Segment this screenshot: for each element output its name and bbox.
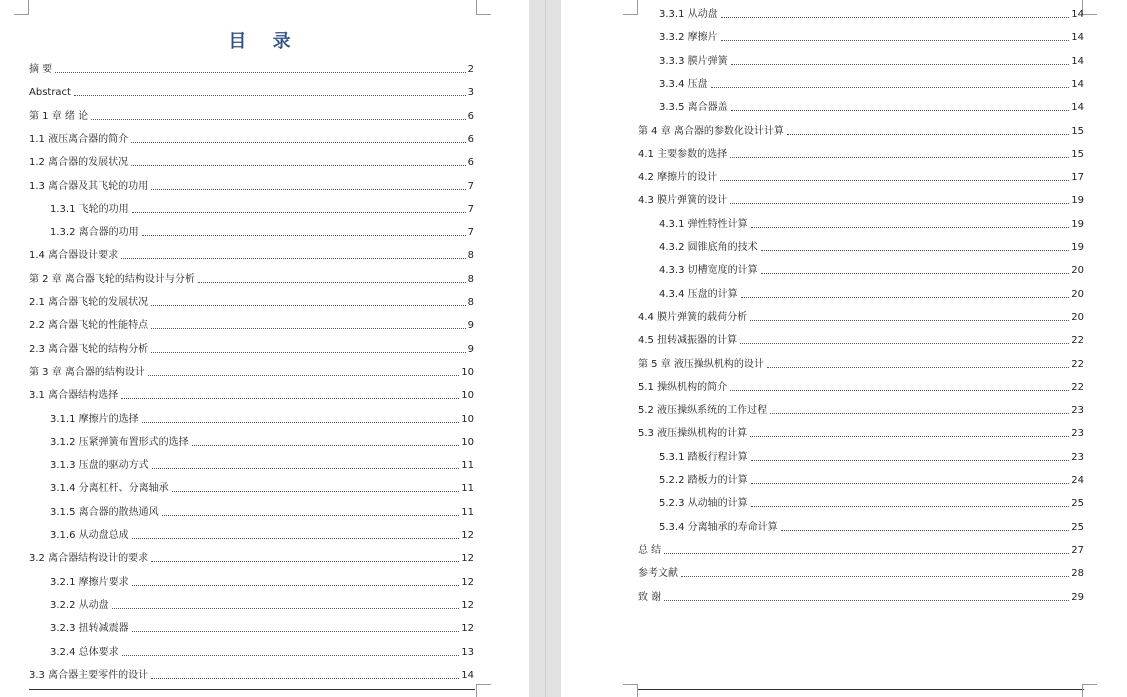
toc-entry[interactable] [638,122,1084,138]
toc-entry[interactable] [50,643,474,659]
toc-dot-leader [731,63,1070,65]
toc-dot-leader [750,435,1069,437]
toc-dot-leader [731,109,1070,111]
toc-dot-leader [767,366,1069,368]
document-page-left [0,0,529,697]
toc-entry-title: 4.3.3 切槽宽度的计算 [659,265,758,277]
toc-dot-leader [151,351,466,353]
toc-entry-page: 22 [1071,358,1084,370]
toc-dot-leader [751,482,1070,484]
toc-entry-title: 3.1.2 压紧弹簧布置形式的选择 [50,436,189,448]
toc-entry-page: 11 [461,483,474,495]
toc-entry-title: 4.4 膜片弹簧的载荷分析 [638,311,748,323]
toc-entry[interactable] [659,215,1084,231]
toc-entry-title: 致 谢 [638,591,662,603]
toc-entry[interactable] [29,549,474,565]
page-corner-mark [623,684,638,697]
toc-entry-page: 13 [461,646,474,658]
toc-entry-title: 3.1.3 压盘的驱动方式 [50,460,149,472]
toc-dot-leader [132,630,460,632]
toc-entry-title: 4.3.4 压盘的计算 [659,288,738,300]
document-page-right [561,0,1127,697]
toc-dot-leader [761,249,1070,251]
toc-entry-title: 3.3.3 膜片弹簧 [659,55,728,67]
toc-entry[interactable] [50,433,474,449]
toc-dot-leader [198,281,466,283]
toc-entry-title: 1.1 液压离合器的简介 [29,133,129,145]
toc-entry-page: 8 [467,297,474,308]
toc-dot-leader [721,39,1070,41]
toc-entry-title: 3.2.3 扭转减震器 [50,623,129,635]
toc-entry-page: 6 [467,133,474,145]
toc-dot-leader [750,319,1069,321]
toc-dot-leader [132,211,466,213]
toc-entry[interactable] [638,588,1084,604]
toc-entry[interactable] [29,153,474,169]
toc-entry-title: 4.5 扭转减振器的计算 [638,335,738,347]
toc-entry-page: 11 [461,506,474,518]
toc-entry-title: 第 1 章 绪 论 [29,110,89,122]
toc-dot-leader [730,389,1069,391]
toc-dot-leader [681,575,1069,577]
page-corner-mark [476,0,491,15]
toc-entry-page: 22 [1071,381,1084,393]
toc-entry-title: 4.3.2 圆锥底角的技术 [659,242,758,253]
toc-entry-page: 23 [1071,405,1084,417]
toc-entry-page: 14 [1071,55,1084,67]
toc-entry-title: 5.2.2 踏板力的计算 [659,475,748,486]
toc-dot-leader [751,226,1070,228]
toc-dot-leader [152,467,460,469]
toc-entry-page: 14 [461,669,474,681]
toc-entry[interactable] [50,479,474,495]
toc-entry-page: 14 [1071,78,1084,90]
toc-entry-page: 9 [467,343,474,355]
toc-dot-leader [151,188,466,190]
toc-dot-leader [664,552,1069,554]
toc-entry-page: 24 [1071,475,1084,486]
toc-dot-leader [151,327,466,329]
toc-entry-title: 3.2.2 从动盘 [50,599,109,611]
toc-entry-title: 摘 要 [29,64,53,75]
toc-dot-leader [151,304,466,306]
toc-entry[interactable] [29,107,474,123]
toc-entry-title: 5.3.1 踏板行程计算 [659,451,748,463]
toc-entry-title: 3.3.4 压盘 [659,78,708,90]
toc-entry-page: 9 [467,320,474,332]
toc-dot-leader [91,118,466,120]
toc-entry-page: 28 [1071,568,1084,580]
toc-entry-title: 1.3.2 离合器的功用 [50,227,139,239]
toc-entry[interactable] [29,363,474,379]
toc-entry-page: 17 [1071,172,1084,184]
toc-dot-leader [751,505,1070,507]
toc-entry-title: 第 5 章 液压操纵机构的设计 [638,358,764,370]
toc-entry-title: 3.2.1 摩擦片要求 [50,576,129,588]
toc-dot-leader [730,156,1069,158]
toc-entry-page: 10 [461,366,474,378]
toc-entry-title: 3.2.4 总体要求 [50,646,119,658]
toc-entry[interactable] [50,503,474,519]
toc-entry-page: 14 [1071,102,1084,114]
toc-dot-leader [132,537,460,539]
toc-entry-title: 3.3.5 离合器盖 [659,102,728,114]
toc-dot-leader [781,529,1070,531]
toc-entry[interactable] [638,331,1084,347]
toc-entry[interactable] [638,308,1084,324]
toc-entry-page: 27 [1071,544,1084,556]
toc-entry-title: 3.1 离合器结构选择 [29,390,119,402]
toc-entry-title: 第 2 章 离合器飞轮的结构设计与分析 [29,273,195,285]
toc-entry-title: 3.3.2 摩擦片 [659,32,718,44]
toc-entry-title: 4.3.1 弹性特性计算 [659,218,748,230]
toc-entry-page: 23 [1071,428,1084,440]
toc-dot-leader [162,514,460,516]
toc-entry-title: 5.3 液压操纵机构的计算 [638,428,748,440]
toc-dot-leader [112,607,460,609]
toc-dot-leader [148,374,459,376]
toc-dot-leader [741,296,1070,298]
toc-entry[interactable] [659,518,1084,534]
toc-entry[interactable] [50,410,474,426]
toc-entry[interactable] [659,28,1084,44]
toc-entry-page: 19 [1071,242,1084,253]
toc-entry-page: 12 [461,530,474,541]
toc-entry-title: 4.1 主要参数的选择 [638,148,728,160]
toc-entry[interactable] [29,130,474,146]
toc-dot-leader [55,71,465,73]
page-corner-mark [1082,684,1097,697]
toc-entry-title: 总 结 [638,544,662,556]
toc-entry[interactable] [659,75,1084,91]
toc-entry[interactable] [638,191,1084,207]
page-corner-mark [623,0,638,15]
toc-entry[interactable] [29,83,474,99]
toc-dot-leader [131,164,466,166]
toc-entry-page: 10 [461,436,474,448]
toc-entry[interactable] [638,401,1084,417]
toc-entry-page: 12 [461,599,474,611]
toc-entry-page: 8 [467,273,474,285]
toc-entry-page: 19 [1071,195,1084,207]
page-corner-mark [1082,0,1097,15]
toc-entry[interactable] [659,261,1084,277]
toc-dot-leader [770,412,1069,414]
toc-dot-leader [172,490,460,492]
toc-entry-title: 3.2 离合器结构设计的要求 [29,553,149,565]
toc-entry-page: 22 [1071,335,1084,347]
toc-entry-page: 25 [1071,498,1084,510]
toc-entry[interactable] [50,619,474,635]
toc-entry-page: 15 [1071,125,1084,137]
toc-entry[interactable] [50,223,474,239]
toc-entry[interactable] [638,145,1084,161]
toc-entry-title: 3.1.1 摩擦片的选择 [50,413,139,425]
toc-entry-title: 2.1 离合器飞轮的发展状况 [29,297,149,308]
toc-entry[interactable] [659,238,1084,254]
toc-dot-leader [131,141,466,143]
toc-dot-leader [720,179,1069,181]
toc-entry[interactable] [659,285,1084,301]
toc-entry-title: 3.1.4 分离杠杆、分离轴承 [50,483,169,495]
toc-entry[interactable] [50,573,474,589]
toc-entry-title: 1.3 离合器及其飞轮的功用 [29,180,149,192]
toc-entry-title: 第 4 章 离合器的参数化设计计算 [638,125,784,137]
toc-entry-title: 5.3.4 分离轴承的寿命计算 [659,521,778,533]
toc-title: 目 录 [228,31,301,52]
toc-dot-leader [761,272,1070,274]
toc-entry[interactable] [29,270,474,286]
toc-entry[interactable] [29,386,474,402]
toc-entry-title: 1.2 离合器的发展状况 [29,157,129,169]
toc-dot-leader [151,677,459,679]
toc-entry[interactable] [659,52,1084,68]
toc-dot-leader [740,342,1069,344]
toc-entry[interactable] [638,424,1084,440]
toc-entry-title: 3.1.6 从动盘总成 [50,530,129,541]
toc-entry-page: 11 [461,460,474,472]
toc-entry[interactable] [659,494,1084,510]
toc-entry-title: Abstract [29,87,71,99]
toc-entry[interactable] [638,564,1084,580]
toc-dot-leader [730,202,1069,204]
toc-entry[interactable] [29,666,474,682]
toc-entry-page: 7 [467,180,474,192]
toc-entry[interactable] [29,177,474,193]
toc-entry-title: 4.3 膜片弹簧的设计 [638,195,728,207]
toc-entry-title: 5.1 操纵机构的简介 [638,381,728,393]
toc-entry[interactable] [50,456,474,472]
toc-entry-title: 2.3 离合器飞轮的结构分析 [29,343,149,355]
toc-entry-page: 10 [461,390,474,402]
toc-dot-leader [151,560,459,562]
toc-entry-title: 5.2 液压操纵系统的工作过程 [638,405,768,417]
toc-entry-title: 3.3.1 从动盘 [659,9,718,20]
toc-entry[interactable] [50,200,474,216]
toc-entry-title: 1.3.1 飞轮的功用 [50,203,129,215]
toc-dot-leader [142,234,466,236]
toc-dot-leader [711,86,1070,88]
toc-entry[interactable] [29,316,474,332]
toc-dot-leader [751,459,1070,461]
toc-entry-title: 1.4 离合器设计要求 [29,250,119,262]
toc-entry-title: 3.3 离合器主要零件的设计 [29,669,149,681]
toc-dot-leader [122,654,460,656]
toc-dot-leader [132,584,460,586]
page-corner-mark [476,684,491,697]
toc-entry[interactable] [638,355,1084,371]
page-corner-mark [14,0,29,15]
toc-entry-page: 14 [1071,32,1084,44]
toc-entry-page: 12 [461,553,474,565]
toc-entry-page: 14 [1071,9,1084,20]
toc-entry-page: 6 [467,157,474,169]
toc-dot-leader [74,94,466,96]
toc-entry-page: 3 [467,87,474,99]
toc-entry-page: 2 [467,64,474,75]
toc-dot-leader [721,16,1070,18]
toc-entry-page: 20 [1071,288,1084,300]
toc-entry[interactable] [638,378,1084,394]
toc-entry-page: 12 [461,623,474,635]
toc-entry-page: 25 [1071,521,1084,533]
toc-entry[interactable] [659,471,1084,487]
toc-entry-page: 6 [467,110,474,122]
toc-entry-page: 29 [1071,591,1084,603]
toc-entry-page: 15 [1071,148,1084,160]
toc-entry-page: 20 [1071,311,1084,323]
toc-entry[interactable] [29,60,474,76]
toc-entry-page: 12 [461,576,474,588]
toc-entry[interactable] [659,5,1084,21]
toc-entry-page: 19 [1071,218,1084,230]
toc-dot-leader [787,133,1069,135]
toc-entry-title: 3.1.5 离合器的散热通风 [50,506,159,518]
toc-dot-leader [142,421,460,423]
page-gutter-divider [545,0,546,697]
toc-entry-page: 7 [467,203,474,215]
toc-entry[interactable] [50,596,474,612]
toc-entry[interactable] [50,526,474,542]
page-bottom-rule [638,689,1084,690]
toc-dot-leader [121,257,466,259]
toc-entry-page: 8 [467,250,474,262]
toc-entry[interactable] [638,541,1084,557]
toc-entry-title: 5.2.3 从动轴的计算 [659,498,748,510]
toc-entry-title: 4.2 摩擦片的设计 [638,172,718,184]
toc-dot-leader [121,397,459,399]
toc-entry[interactable] [29,293,474,309]
toc-entry-page: 23 [1071,451,1084,463]
toc-entry-page: 20 [1071,265,1084,277]
toc-entry[interactable] [659,448,1084,464]
toc-entry-title: 第 3 章 离合器的结构设计 [29,366,145,378]
toc-entry[interactable] [659,98,1084,114]
toc-dot-leader [664,599,1069,601]
toc-entry-page: 7 [467,227,474,239]
page-bottom-rule [29,689,475,690]
toc-entry[interactable] [29,246,474,262]
toc-entry-title: 参考文献 [638,568,678,580]
toc-entry[interactable] [29,340,474,356]
toc-entry-page: 10 [461,413,474,425]
toc-dot-leader [192,444,460,446]
toc-entry[interactable] [638,168,1084,184]
toc-entry-title: 2.2 离合器飞轮的性能特点 [29,320,149,332]
